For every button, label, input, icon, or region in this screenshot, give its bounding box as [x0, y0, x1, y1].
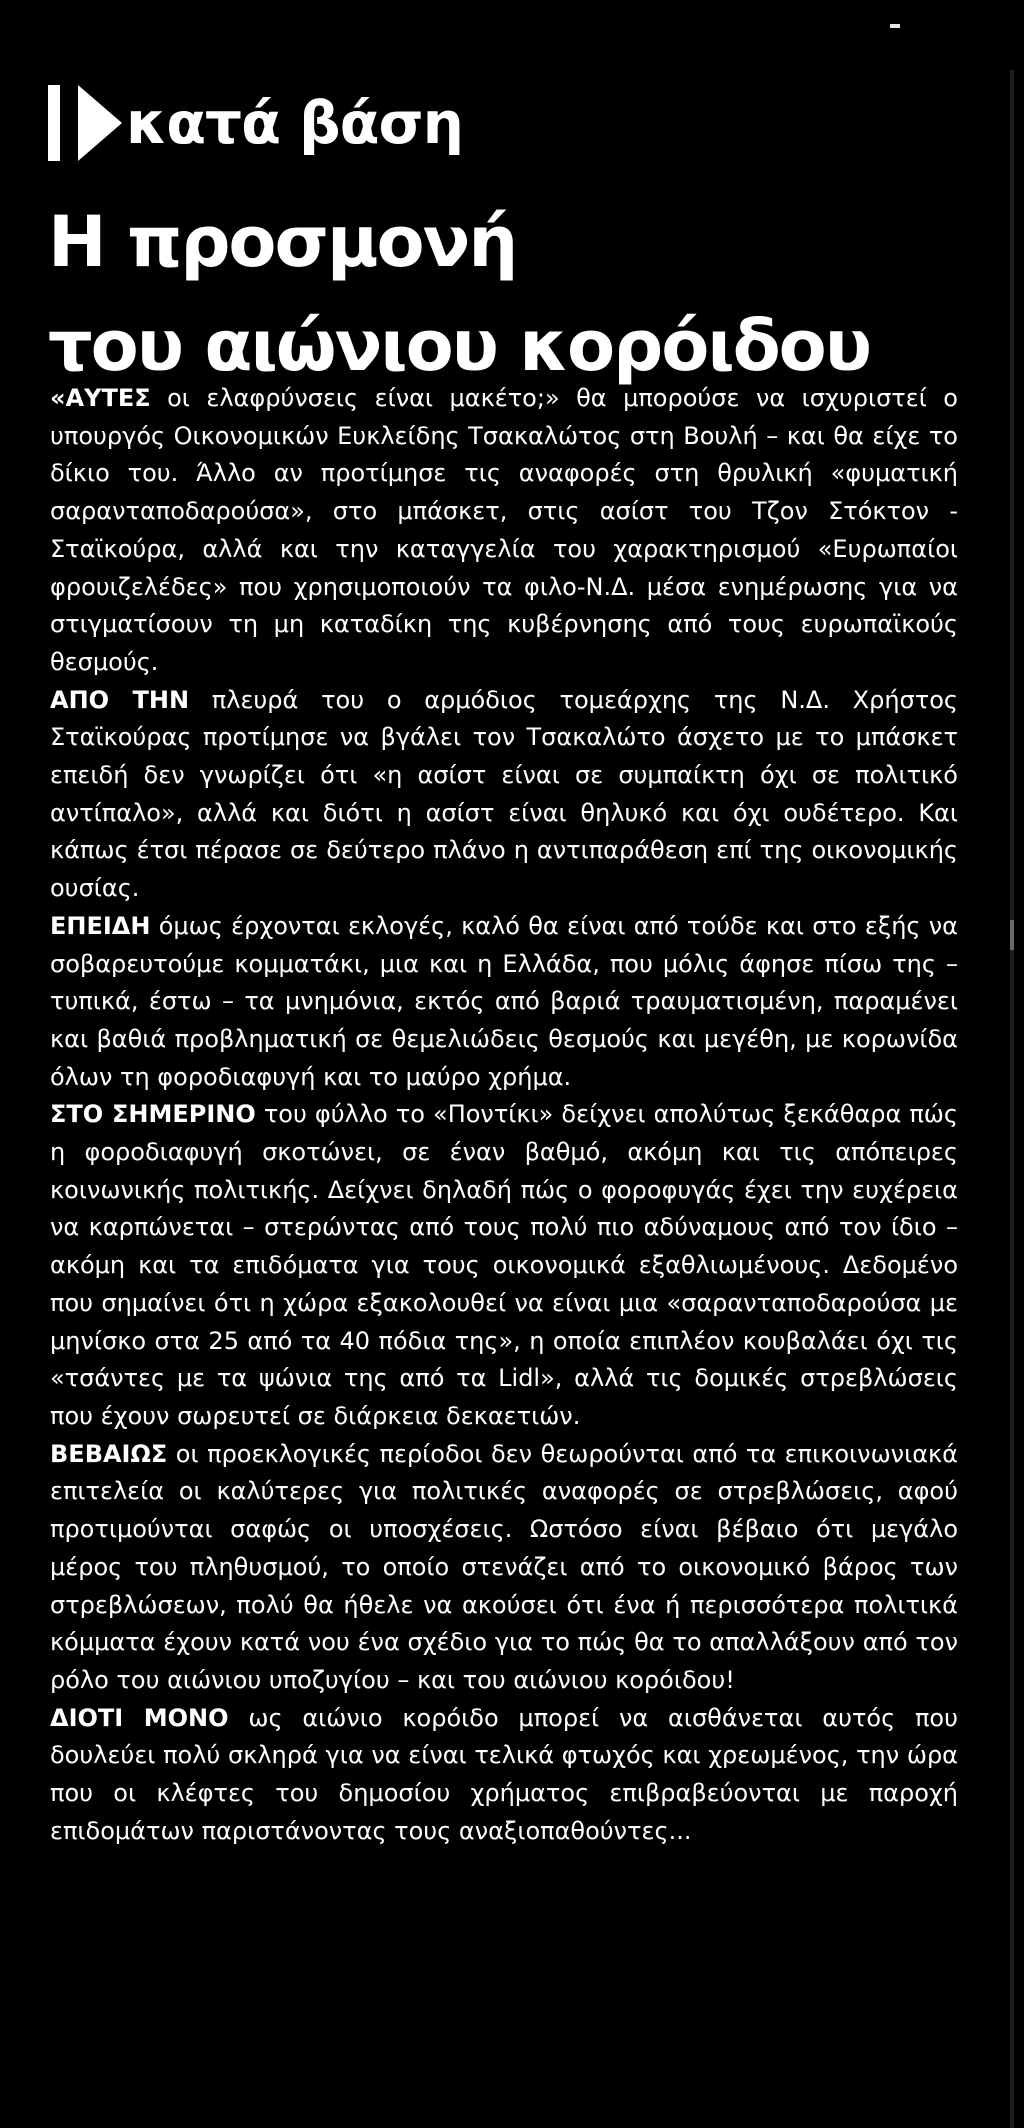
article-headline: [48, 190, 998, 398]
section-bar-decoration: [48, 85, 60, 161]
triangle-arrow-icon: [78, 85, 122, 161]
paragraph-lead: ΕΠΕΙΔΗ: [50, 911, 151, 940]
paragraph-text: οι προεκλογικές περίοδοι δεν θεωρούνται από τα επικοινωνιακά επιτελεία οι καλύτερες για πολιτικές αναφορές σε στρεβλώσεις, αφού προτιμούνται σαφώς οι υποσχέσεις. Ωστόσο είναι βέβαιο ότι μεγάλο μέρος του πληθυσμού, το οποίο στενάζει από το οικονομικό βάρος των στρεβλώσεων, πολύ θα ήθελε να ακούσει ότι ένα ή περισσότερα πολιτικά κόμματα έχουν κατά νου ένα σχέδιο για το πώς θα το απαλλάξουν από τον ρόλο του αιώνιου υποζυγίου – και του αιώνιου κορόιδου!: [50, 1439, 958, 1694]
paragraph: [50, 1700, 958, 1851]
paragraph: [50, 1096, 958, 1435]
paragraph-text: ως αιώνιο κορόιδο μπορεί να αισθάνεται αυτός που δουλεύει πολύ σκληρά για να είναι τελικά φτωχός και χρεωμένος, την ώρα που οι κλέφτες του δημοσίου χρήματος επιβραβεύονται με παροχή επιδομάτων παριστάνοντας τους αναξιοπαθούντες...: [50, 1703, 959, 1845]
paragraph-lead: ΑΠΟ ΤΗΝ: [50, 685, 190, 714]
section-heading: [48, 78, 463, 168]
print-mark: [890, 24, 900, 28]
paragraph: [50, 380, 958, 682]
paragraph-lead: «ΑΥΤΕΣ: [50, 384, 151, 412]
paragraph-text: οι ελαφρύνσεις είναι μακέτο;» θα μπορούσε να ισχυριστεί ο υπουργός Οικονομικών Ευκλείδης Τσακαλώτος στη Βουλή – και θα είχε το δίκιο του. Άλλο αν προτίμησε τις αναφορές στη θρυλική «φυματική σαρανταποδαρούσα», στο μπάσκετ, στις ασίστ του Τζον Στόκτον - Σταϊκούρα, αλλά και την καταγγελία του χαρακτηρισμού «Ευρωπαίοι φρουιζελέδες» που χρησιμοποιούν τα φιλο-Ν.Δ. μέσα ενημέρωσης για να στιγματίσουν τη μη καταδίκη της κυβέρνησης από τους ευρωπαϊκούς θεσμούς.: [50, 384, 958, 676]
section-label: κατά βάση: [126, 89, 463, 157]
paragraph-lead: ΒΕΒΑΙΩΣ: [50, 1439, 168, 1468]
paragraph-lead: ΣΤΟ ΣΗΜΕΡΙΝΟ: [50, 1100, 256, 1129]
headline-line-1: Η προσμονή: [48, 201, 517, 283]
paragraph-text: όμως έρχονται εκλογές, καλό θα είναι από τούδε και στο εξής να σοβαρευτούμε κομματάκι, μια και η Ελλάδα, που μόλις άφησε πίσω της – τυπικά, έστω – τα μνημόνια, εκτός από βαριά τραυματισμένη, παραμένει και βαθιά προβληματική σε θεμελιώδεις θεσμούς και μεγέθη, με κορωνίδα όλων τη φοροδιαφυγή και το μαύρο χρήμα.: [50, 911, 958, 1091]
paragraph: [50, 1436, 958, 1700]
paragraph-text: του φύλλο το «Ποντίκι» δείχνει απολύτως ξεκάθαρα πώς η φοροδιαφυγή σκοτώνει, σε έναν βαθμό, ακόμη και τις απόπειρες κοινωνικής πολιτικής. Δείχνει δηλαδή πώς ο φοροφυγάς έχει την ευχέρεια να καρπώνεται – στερώντας από τους πολύ πιο αδύναμους από τον ίδιο – ακόμη και τα επιδόματα για τους οικονομικά εξαθλιωμένους. Δεδομένο που σημαίνει ότι η χώρα εξακολουθεί να είναι μια «σαρανταποδαρούσα με μηνίσκο στα 25 από τα 40 πόδια της», η οποία επιπλέον κουβαλάει όχι τις «τσάντες με τα ψώνια της από τα Lidl», αλλά τις δομικές στρεβλώσεις που έχουν σωρευτεί σε διάρκεια δεκαετιών.: [50, 1100, 958, 1430]
headline-line-2: του αιώνιου κορόιδου: [48, 305, 871, 387]
paragraph-lead: ΔΙΟΤΙ ΜΟΝΟ: [50, 1703, 229, 1732]
column-edge: [1010, 70, 1014, 2128]
paragraph-text: πλευρά του ο αρμόδιος τομεάρχης της Ν.Δ. Χρήστος Σταϊκούρας προτίμησε να βγάλει τον Τσακαλώτο άσχετο με το μπάσκετ επειδή δεν γνωρίζει ότι «η ασίστ είναι σε συμπαίκτη όχι σε πολιτικό αντίπαλο», αλλά και διότι η ασίστ είναι θηλυκό και όχι ουδέτερο. Και κάπως έτσι πέρασε σε δεύτερο πλάνο η αντιπαράθεση επί της οικονομικής ουσίας.: [50, 685, 958, 903]
paragraph: [50, 682, 958, 908]
article-body: [50, 380, 958, 1850]
paragraph: [50, 908, 958, 1097]
